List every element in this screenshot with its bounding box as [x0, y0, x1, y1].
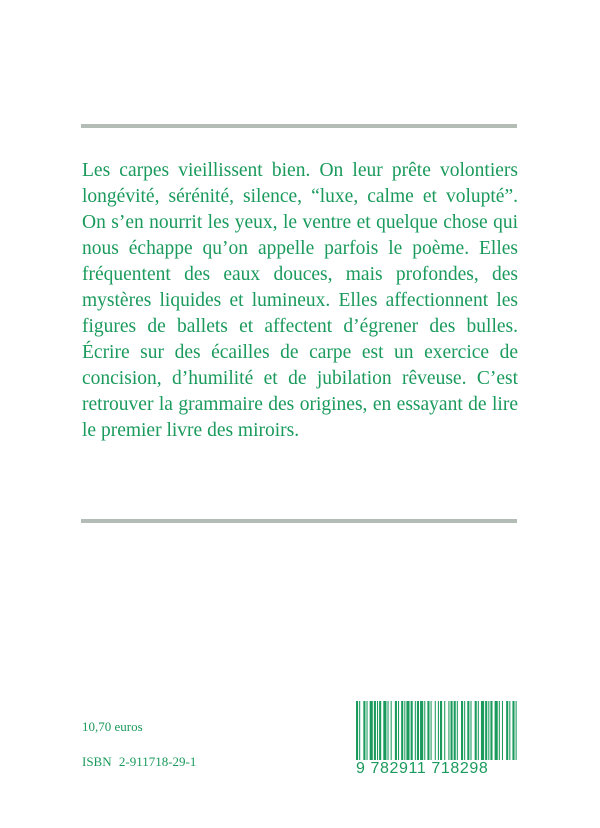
barcode-image: [354, 701, 518, 767]
barcode-bar: [388, 701, 389, 767]
barcode-bar: [438, 701, 439, 767]
barcode-bar: [506, 701, 508, 767]
barcode-bar: [490, 701, 492, 767]
barcode-bar: [367, 701, 368, 767]
barcode-bar: [356, 701, 358, 767]
barcode-bar: [424, 701, 425, 767]
barcode-bar: [363, 701, 365, 767]
barcode-bar: [478, 701, 479, 767]
barcode-bar: [461, 701, 463, 767]
barcode-bar: [440, 701, 442, 767]
barcode-bar: [431, 701, 432, 767]
barcode-bar: [383, 701, 386, 767]
barcode-bar: [415, 701, 416, 767]
barcode-bar: [374, 701, 376, 767]
barcode-bar: [509, 701, 510, 767]
isbn-label: ISBN 2-911718-29-1: [82, 754, 197, 769]
barcode-bar: [464, 701, 465, 767]
barcode-bar: [451, 701, 453, 767]
barcode-bar: [406, 701, 409, 767]
barcode-bar: [401, 701, 403, 767]
barcode-bar: [481, 701, 484, 767]
top-divider: [81, 124, 517, 128]
barcode-bar: [512, 701, 514, 767]
barcode-number: 9 782911 718298: [354, 760, 520, 778]
barcode-bar: [499, 701, 500, 767]
back-cover-blurb: [82, 158, 518, 444]
barcode-bar: [475, 701, 477, 767]
barcode-bar: [454, 701, 456, 767]
barcode-bar: [488, 701, 489, 767]
barcode-bar: [427, 701, 429, 767]
barcode-bar: [444, 701, 445, 767]
barcode-bar: [379, 701, 381, 767]
barcode-bar: [467, 701, 469, 767]
barcode-bar: [495, 701, 498, 767]
barcode-bar: [398, 701, 399, 767]
barcode-bar: [502, 701, 503, 767]
barcode-bar: [359, 701, 360, 767]
barcode-bar: [420, 701, 423, 767]
barcode-bar: [516, 701, 517, 767]
barcode-bar: [370, 701, 373, 767]
bottom-divider: [81, 519, 517, 523]
barcode-bar: [435, 701, 436, 767]
barcode-bar: [457, 701, 458, 767]
barcode-bar: [404, 701, 405, 767]
blurb-text: Les carpes vieillissent bien. On leur prête volontiers longévité, sérénité, silence, “luxe, calme et volupté”. On s’en nourrit les yeux, le ventre et quelque chose qui nous échappe qu’on appelle parfois le poème. Elles fréquentent des eaux douces, mais profondes, des mystères liquides et lumineux. Elles affectionnent les figures de ballets et affectent d’égrener des bulles. Écrire sur des écailles de carpe est un exercice de concision, d’humilité et de jubilation rêveuse. C’est retrouver la grammaire des origines, en essayant de lire le premier livre des miroirs.: [82, 160, 518, 441]
barcode-bar: [391, 701, 392, 767]
barcode-bar: [411, 701, 413, 767]
barcode-bar: [448, 701, 449, 767]
barcode-bar: [485, 701, 487, 767]
price-label: 10,70 euros: [82, 719, 143, 734]
barcode-bar: [395, 701, 397, 767]
barcode-bar: [377, 701, 378, 767]
barcode-bar: [417, 701, 419, 767]
barcode-bar: [470, 701, 471, 767]
